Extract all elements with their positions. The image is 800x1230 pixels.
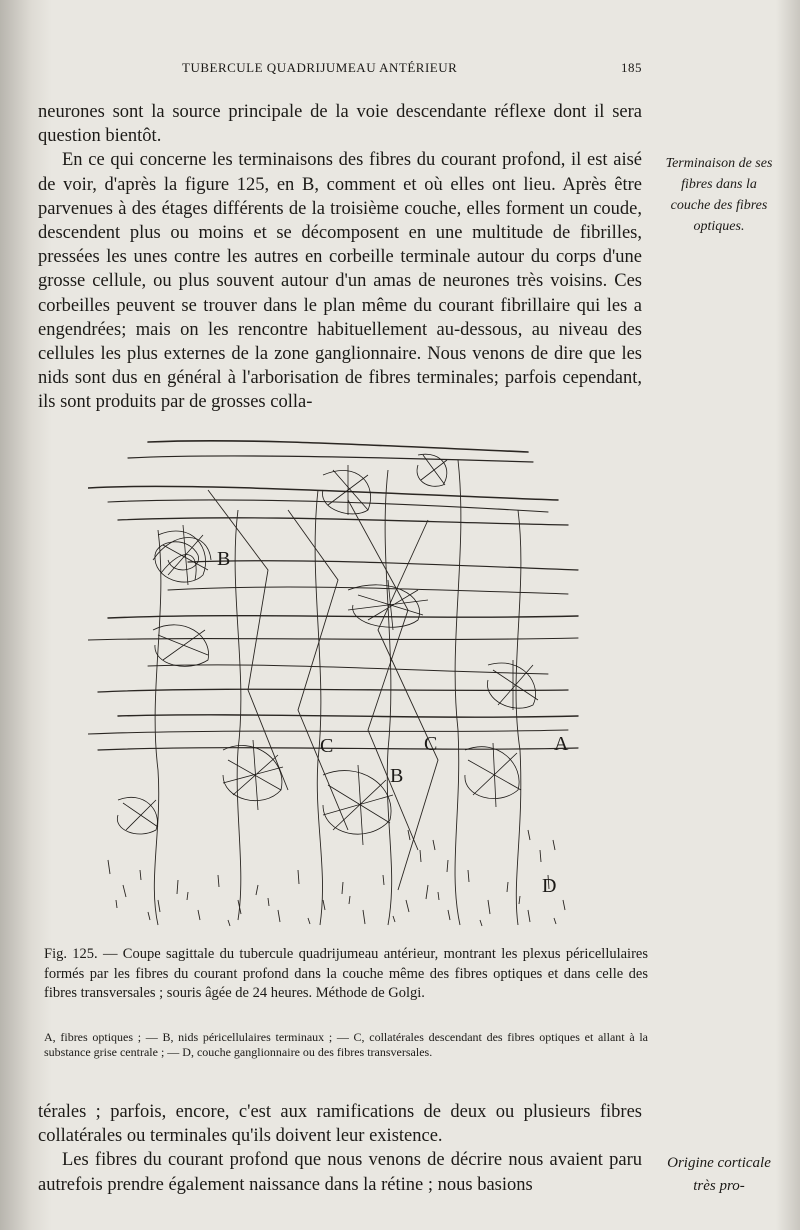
page-number: 185 (621, 60, 642, 75)
vertical-collaterals (154, 460, 521, 925)
margin-note: Origine corticale très pro- (667, 1155, 771, 1194)
figure-label-C-left: C (320, 735, 334, 757)
figure-125 (88, 430, 588, 930)
body-text-bottom (38, 1100, 642, 1197)
figure-label-B-upper: B (217, 548, 231, 570)
figure-label-B-lower: B (390, 765, 404, 787)
paragraph: En ce qui concerne les terminaisons des fibres du courant profond, il est aisé de voir, d'après la figure 125, en B, comment et où elles ont lieu. Après être parvenues à des étages différents de la troisième couche, elles forment un coude, descendent plus ou moins et se décomposent en une multitude de fibrilles, pressées les unes contre les autres en corbeille terminale autour du corps d'une grosse cellule, ou plus souvent autour d'un amas de neurones très voisins. Ces corbeilles peuvent se trouver dans le plan même du courant fibrillaire qui les a engendrées; mais on les rencontre habituellement au-dessous, au niveau des cellules les plus externes de la zone ganglionnaire. Nous venons de dire que les nids sont dus en général à l'arborisation de fibres terminales; parfois cependant, ils sont produits par de grosses colla- (38, 150, 642, 413)
paragraph: neurones sont la source principale de la voie descendante réflexe dont il sera question bientôt. (38, 102, 642, 147)
figure-label-D: D (542, 875, 557, 897)
figure-caption: Fig. 125. — Coupe sagittale du tubercule quadrijumeau antérieur, montrant les plexus péricellulaires formés par les fibres du courant profond dans la couche même des fibres optiques et dans celle des fibres transversales ; souris âgée de 24 heures. Méthode de Golgi. (44, 946, 648, 1001)
running-header (182, 60, 642, 82)
paragraph: térales ; parfois, encore, c'est aux ramifications de deux ou plusieurs fibres collatérales ou terminales qu'ils doivent leur existence. (38, 1102, 642, 1147)
golgi-section-drawing (88, 430, 588, 930)
figure-label-A: A (554, 733, 569, 755)
paragraph: Les fibres du courant profond que nous venons de décrire nous avaient paru autrefois prendre également naissance dans la rétine ; nous basions (38, 1150, 642, 1195)
running-title: TUBERCULE QUADRIJUMEAU ANTÉRIEUR (182, 60, 458, 75)
margin-note: Terminaison de ses fibres dans la couche des fibres optiques. (665, 156, 773, 234)
figure-label-C-right: C (424, 733, 438, 755)
body-text-top (38, 100, 642, 415)
figure-legend: A, fibres optiques ; — B, nids péricellulaires terminaux ; — C, collatérales descendant des fibres optiques et allant à la substance grise centrale ; — D, couche ganglionnaire ou des fibres transversales. (44, 1030, 648, 1059)
page-edge-shadow (776, 0, 800, 1230)
ganglion-layer-strokes (108, 830, 565, 926)
pericellular-nests (117, 454, 538, 845)
